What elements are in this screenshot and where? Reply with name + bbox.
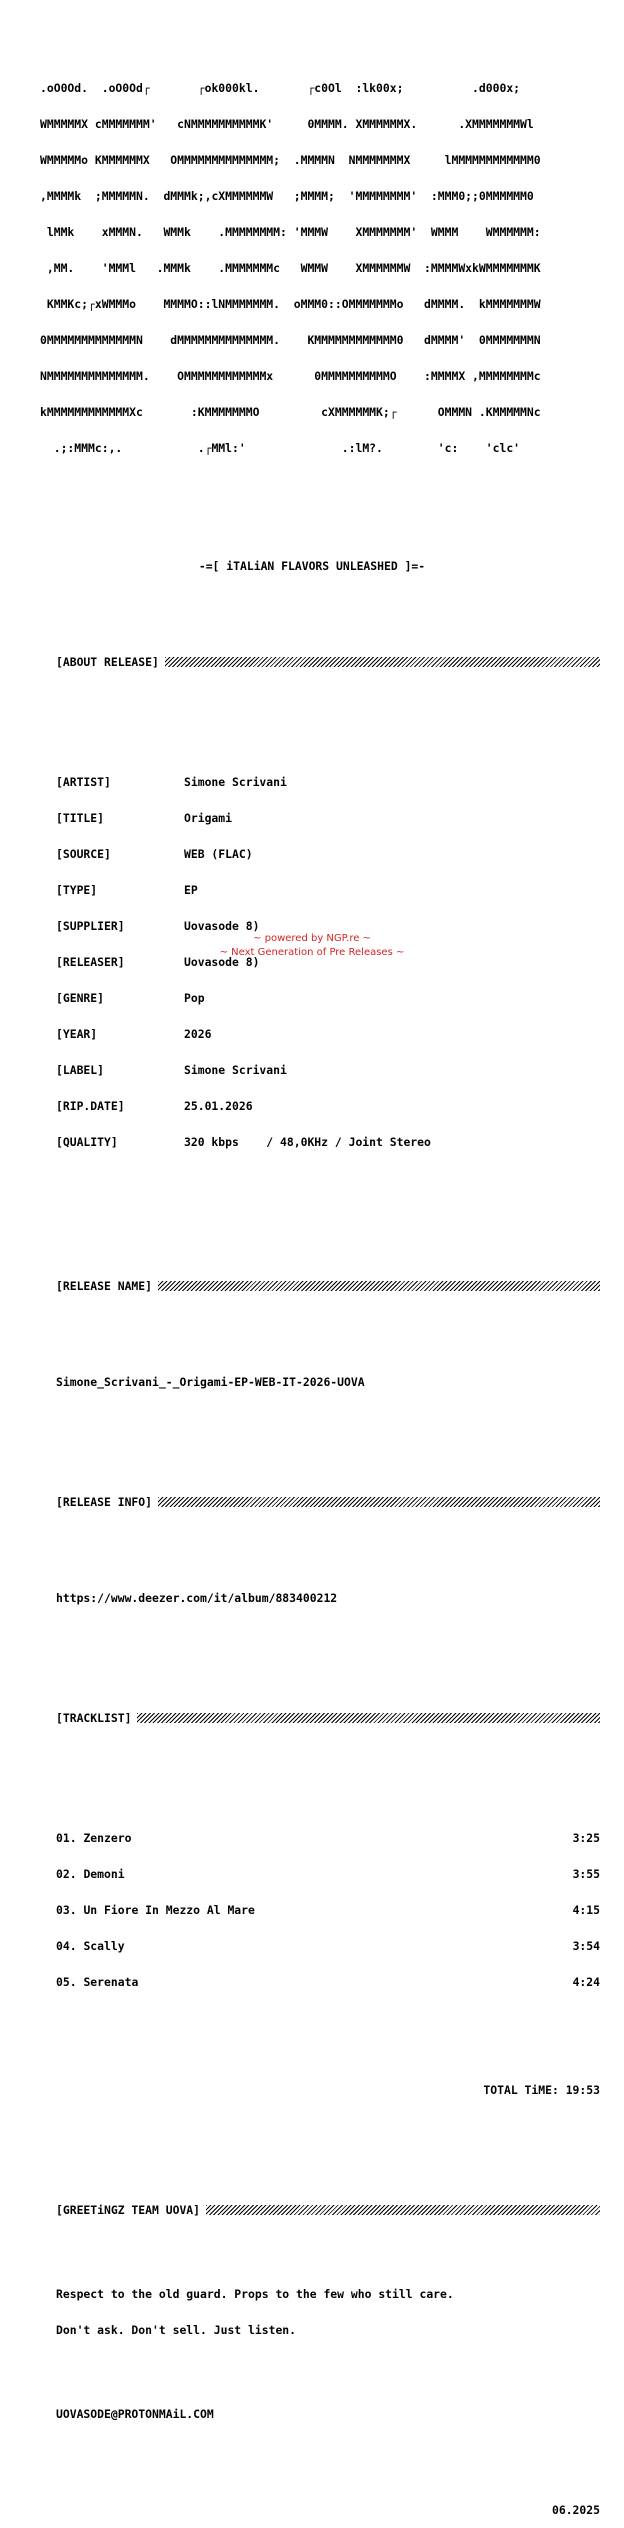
track-title: Zenzero (83, 1831, 132, 1845)
track-row (56, 1940, 600, 1952)
about-key: [RELEASER] (56, 955, 125, 969)
header-hatch-divider (158, 1281, 600, 1291)
ascii-logo-line: 0MMMMMMMMMMMMMN dMMMMMMMMMMMMMM. KMMMMMMMMMMMM0 dMMMM' 0MMMMMMMN (40, 333, 541, 347)
header-hatch-divider (165, 657, 600, 667)
about-row-quality (56, 1136, 620, 1148)
track-title: Scally (83, 1939, 125, 1953)
about-value: 2026 (184, 1027, 212, 1041)
track-duration: 3:55 (572, 1867, 600, 1881)
footer-powered-by[interactable]: ~ powered by NGP.re ~ (253, 933, 371, 944)
about-value: Simone Scrivani (184, 775, 287, 789)
ascii-logo-line: KMMKc;┌xWMMMo MMMMO::lNMMMMMMM. oMMM0::OMMMMMMMo dMMMM. kMMMMMMMW (40, 297, 541, 311)
about-value: 25.01.2026 (184, 1099, 253, 1113)
about-value: Uovasode 8) (184, 955, 260, 969)
track-number: 04. (56, 1939, 77, 1953)
about-row-type (56, 884, 620, 896)
ascii-logo-line: ,MMMMk ;MMMMMN. dMMMk;,cXMMMMMMW ;MMMM; 'MMMMMMMM' :MMM0;;0MMMMMM0 (40, 189, 534, 203)
total-time: TOTAL TiME: 19:53 (483, 2083, 600, 2097)
track-duration: 3:25 (572, 1831, 600, 1845)
ascii-logo-line: kMMMMMMMMMMMMXc :KMMMMMMMO cXMMMMMMK;┌ OMMMN .KMMMMMNc (40, 405, 541, 419)
header-hatch-divider (206, 2205, 600, 2215)
about-row-source (56, 848, 620, 860)
track-number: 05. (56, 1975, 77, 1989)
section-title: [TRACKLIST] (56, 1711, 132, 1725)
track-number: 01. (56, 1831, 77, 1845)
about-value: 320 kbps / 48,0KHz / Joint Stereo (184, 1135, 431, 1149)
track-duration: 3:54 (572, 1939, 600, 1953)
ascii-logo-line: ,MM. 'MMMl .MMMk .MMMMMMMc WMMW XMMMMMMW :MMMMWxkWMMMMMMMK (40, 261, 541, 275)
contact-email[interactable]: UOVASODE@PROTONMAiL.COM (56, 2407, 214, 2421)
ascii-logo (40, 58, 620, 478)
about-value: EP (184, 883, 198, 897)
track-row (56, 1976, 600, 1988)
about-row-label (56, 1064, 620, 1076)
about-key: [TYPE] (56, 883, 98, 897)
section-header-about (56, 656, 600, 668)
about-value: WEB (FLAC) (184, 847, 253, 861)
section-title: [RELEASE NAME] (56, 1279, 153, 1293)
track-title: Serenata (83, 1975, 139, 1989)
ascii-logo-line: lMMk xMMMN. WMMk .MMMMMMMM: 'MMMW XMMMMMMM' WMMM WMMMMMM: (40, 225, 541, 239)
about-key: [YEAR] (56, 1027, 98, 1041)
track-title: Un Fiore In Mezzo Al Mare (83, 1903, 255, 1917)
header-hatch-divider (137, 1713, 600, 1723)
about-row-rip-date (56, 1100, 620, 1112)
track-title: Demoni (83, 1867, 125, 1881)
release-date-stamp: 06.2025 (551, 2503, 600, 2517)
header-hatch-divider (158, 1497, 600, 1507)
greetings-line: Don't ask. Don't sell. Just listen. (56, 2323, 297, 2337)
about-key: [RIP.DATE] (56, 1099, 125, 1113)
track-row (56, 1832, 600, 1844)
section-title: [GREETiNGZ TEAM UOVA] (56, 2203, 201, 2217)
about-key: [SUPPLIER] (56, 919, 125, 933)
about-key: [QUALITY] (56, 1135, 118, 1149)
section-title: [ABOUT RELEASE] (56, 655, 159, 669)
track-row (56, 1904, 600, 1916)
section-header-greetings (56, 2204, 600, 2216)
section-header-tracklist (56, 1712, 600, 1724)
track-duration: 4:15 (572, 1903, 600, 1917)
footer (0, 932, 624, 960)
about-release-list (40, 752, 620, 1172)
about-row-artist (56, 776, 620, 788)
section-header-release-info (56, 1496, 600, 1508)
about-key: [GENRE] (56, 991, 105, 1005)
nfo-document (40, 34, 620, 2528)
ascii-logo-line: WMMMMMo KMMMMMMX OMMMMMMMMMMMMMM; .MMMMN NMMMMMMMX lMMMMMMMMMMMM0 (40, 153, 541, 167)
about-row-supplier (56, 920, 620, 932)
ascii-logo-line: .oO0Od. .oO0Od┌ ┌ok000kl. ┌c0Ol :lk00x; .d000x; (40, 81, 521, 95)
about-value: Uovasode 8) (184, 919, 260, 933)
tagline: -=[ iTALiAN FLAVORS UNLEASHED ]=- (198, 559, 426, 573)
track-number: 02. (56, 1867, 77, 1881)
track-row (56, 1868, 600, 1880)
about-row-title (56, 812, 620, 824)
track-number: 03. (56, 1903, 77, 1917)
about-row-genre (56, 992, 620, 1004)
footer-tagline: ~ Next Generation of Pre Releases ~ (219, 947, 405, 958)
about-key: [TITLE] (56, 811, 105, 825)
track-duration: 4:24 (572, 1975, 600, 1989)
section-title: [RELEASE INFO] (56, 1495, 153, 1509)
section-header-release-name (56, 1280, 600, 1292)
about-value: Pop (184, 991, 205, 1005)
ascii-logo-line: .;:MMMc:,. .┌MMl:' .:lM?. 'c: 'clc' (40, 441, 521, 455)
greetings-line: Respect to the old guard. Props to the few who still care. (56, 2287, 454, 2301)
about-value: Simone Scrivani (184, 1063, 287, 1077)
release-name-value: Simone_Scrivani_-_Origami-EP-WEB-IT-2026-UOVA (56, 1375, 365, 1389)
about-row-year (56, 1028, 620, 1040)
about-value: Origami (184, 811, 233, 825)
release-info-link[interactable]: https://www.deezer.com/it/album/883400212 (56, 1591, 338, 1605)
about-key: [LABEL] (56, 1063, 105, 1077)
tracklist (40, 1808, 620, 2012)
about-key: [ARTIST] (56, 775, 111, 789)
ascii-logo-line: WMMMMMX cMMMMMMM' cNMMMMMMMMMMK' 0MMMM. XMMMMMMX. .XMMMMMMMWl (40, 117, 534, 131)
ascii-logo-line: NMMMMMMMMMMMMMM. OMMMMMMMMMMMMx 0MMMMMMMMMMO :MMMMX ,MMMMMMMMc (40, 369, 541, 383)
about-key: [SOURCE] (56, 847, 111, 861)
